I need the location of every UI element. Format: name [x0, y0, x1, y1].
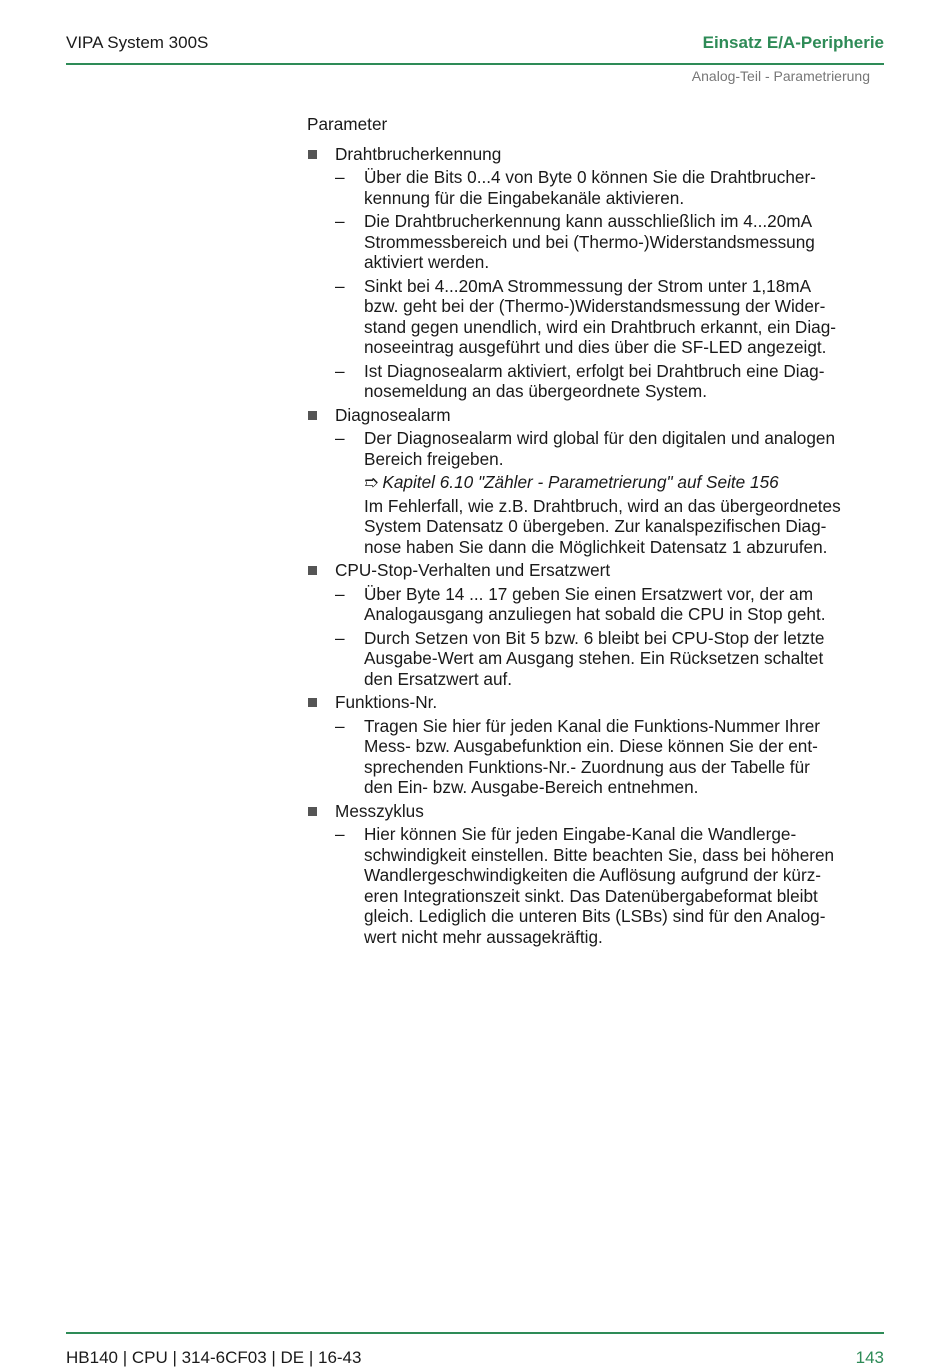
footer-document-id: HB140 | CPU | 314-6CF03 | DE | 16-43	[66, 1348, 362, 1367]
parameter-item	[307, 144, 887, 402]
chapter-reference-text[interactable]: Kapitel 6.10 "Zähler - Parametrierung" auf Seite 156	[382, 472, 779, 492]
parameter-item	[307, 560, 887, 689]
parameter-sub-text: Durch Setzen von Bit 5 bzw. 6 bleibt bei CPU-Stop der letzte Ausgabe-Wert am Ausgang stehen. Ein Rücksetzen schaltet den Ersatzwert auf.	[364, 627, 825, 689]
dash-bullet-icon: –	[335, 583, 345, 604]
parameter-item-title: CPU-Stop-Verhalten und Ersatzwert	[335, 560, 611, 580]
footer-rule	[66, 1332, 884, 1334]
square-bullet-icon	[308, 411, 317, 420]
parameter-note: Im Fehlerfall, wie z.B. Drahtbruch, wird an das übergeordnetes System Datensatz 0 übergeben. Zur kanalspezifischen Diag- nose haben Sie dann die Möglichkeit Datensatz 1 abzurufen.	[364, 495, 841, 557]
parameter-item-title: Diagnosealarm	[335, 404, 451, 425]
parameter-sub-item	[335, 824, 887, 947]
chapter-reference-link[interactable]	[364, 472, 887, 493]
parameter-item	[307, 405, 887, 558]
parameter-sub-text: Der Diagnosealarm wird global für den digitalen und analogen Bereich freigeben.	[364, 428, 836, 469]
parameter-heading: Parameter	[307, 114, 388, 134]
header-chapter-title: Einsatz E/A-Peripherie	[702, 33, 884, 52]
parameter-sub-text: Tragen Sie hier für jeden Kanal die Funktions-Nummer Ihrer Mess- bzw. Ausgabefunktion ein. Diese können Sie der ent- sprechenden Funktions-Nr.- Zuordnung aus der Tabelle für den Ein- bzw. Ausgabe-Bereich entnehmen.	[364, 715, 820, 797]
main-content	[307, 114, 887, 950]
square-bullet-icon	[308, 698, 317, 707]
parameter-item	[307, 692, 887, 798]
parameter-item-title: Funktions-Nr.	[335, 692, 438, 712]
dash-bullet-icon: –	[335, 167, 345, 187]
header-section-title: Analog-Teil - Parametrierung	[691, 68, 870, 84]
parameter-sub-item	[335, 716, 887, 798]
parameter-sub-item	[335, 211, 887, 273]
parameter-sub-item	[335, 584, 887, 625]
parameter-list	[307, 144, 887, 948]
dash-bullet-icon: –	[335, 428, 345, 448]
square-bullet-icon	[308, 150, 317, 159]
parameter-sub-text: Ist Diagnosealarm aktiviert, erfolgt bei Drahtbruch eine Diag- nosemeldung an das übergeordnete System.	[364, 360, 825, 401]
reference-arrow-icon: ➱	[364, 472, 379, 492]
parameter-sub-item	[335, 628, 887, 690]
square-bullet-icon	[308, 807, 317, 816]
dash-bullet-icon: –	[335, 360, 345, 381]
parameter-sub-item	[335, 428, 887, 469]
parameter-sub-text: Hier können Sie für jeden Eingabe-Kanal die Wandlerge- schwindigkeit einstellen. Bitte beachten Sie, dass bei höheren Wandlergeschwindigkeiten die Auflösung aufgrund der kürz- eren Integrationszeit sinkt. Das Datenübergabeformat bleibt gleich. Lediglich die unteren Bits (LSBs) sind für den Analog- wert nicht mehr aussagekräftig.	[364, 824, 835, 947]
dash-bullet-icon: –	[335, 824, 345, 844]
header-rule	[66, 63, 884, 65]
dash-bullet-icon: –	[335, 275, 345, 296]
parameter-sub-text: Über die Bits 0...4 von Byte 0 können Sie die Drahtbrucher- kennung für die Eingabekanäle aktivieren.	[364, 167, 816, 208]
parameter-item-title: Messzyklus	[335, 800, 424, 821]
parameter-sub-item	[335, 167, 887, 208]
header-product-title: VIPA System 300S	[66, 33, 209, 52]
parameter-sub-text: Über Byte 14 ... 17 geben Sie einen Ersatzwert vor, der am Analogausgang anzuliegen hat sobald die CPU in Stop geht.	[364, 583, 826, 624]
parameter-sub-item	[335, 361, 887, 402]
dash-bullet-icon: –	[335, 211, 345, 231]
square-bullet-icon	[308, 566, 317, 575]
parameter-item	[307, 801, 887, 948]
dash-bullet-icon: –	[335, 627, 345, 648]
parameter-sub-text: Sinkt bei 4...20mA Strommessung der Strom unter 1,18mA bzw. geht bei der (Thermo-)Widerstandsmessung der Wider- stand gegen unendlich, wird ein Drahtbruch erkannt, ein Diag- noseeintrag ausgeführt und dies über die SF-LED angezeigt.	[364, 275, 836, 357]
parameter-item-title: Drahtbrucherkennung	[335, 143, 502, 164]
parameter-sub-item	[335, 276, 887, 358]
parameter-sub-text: Die Drahtbrucherkennung kann ausschließlich im 4...20mA Strommessbereich und bei (Thermo-)Widerstandsmessung aktiviert werden.	[364, 211, 815, 272]
footer-page-number: 143	[855, 1348, 884, 1367]
dash-bullet-icon: –	[335, 715, 345, 736]
